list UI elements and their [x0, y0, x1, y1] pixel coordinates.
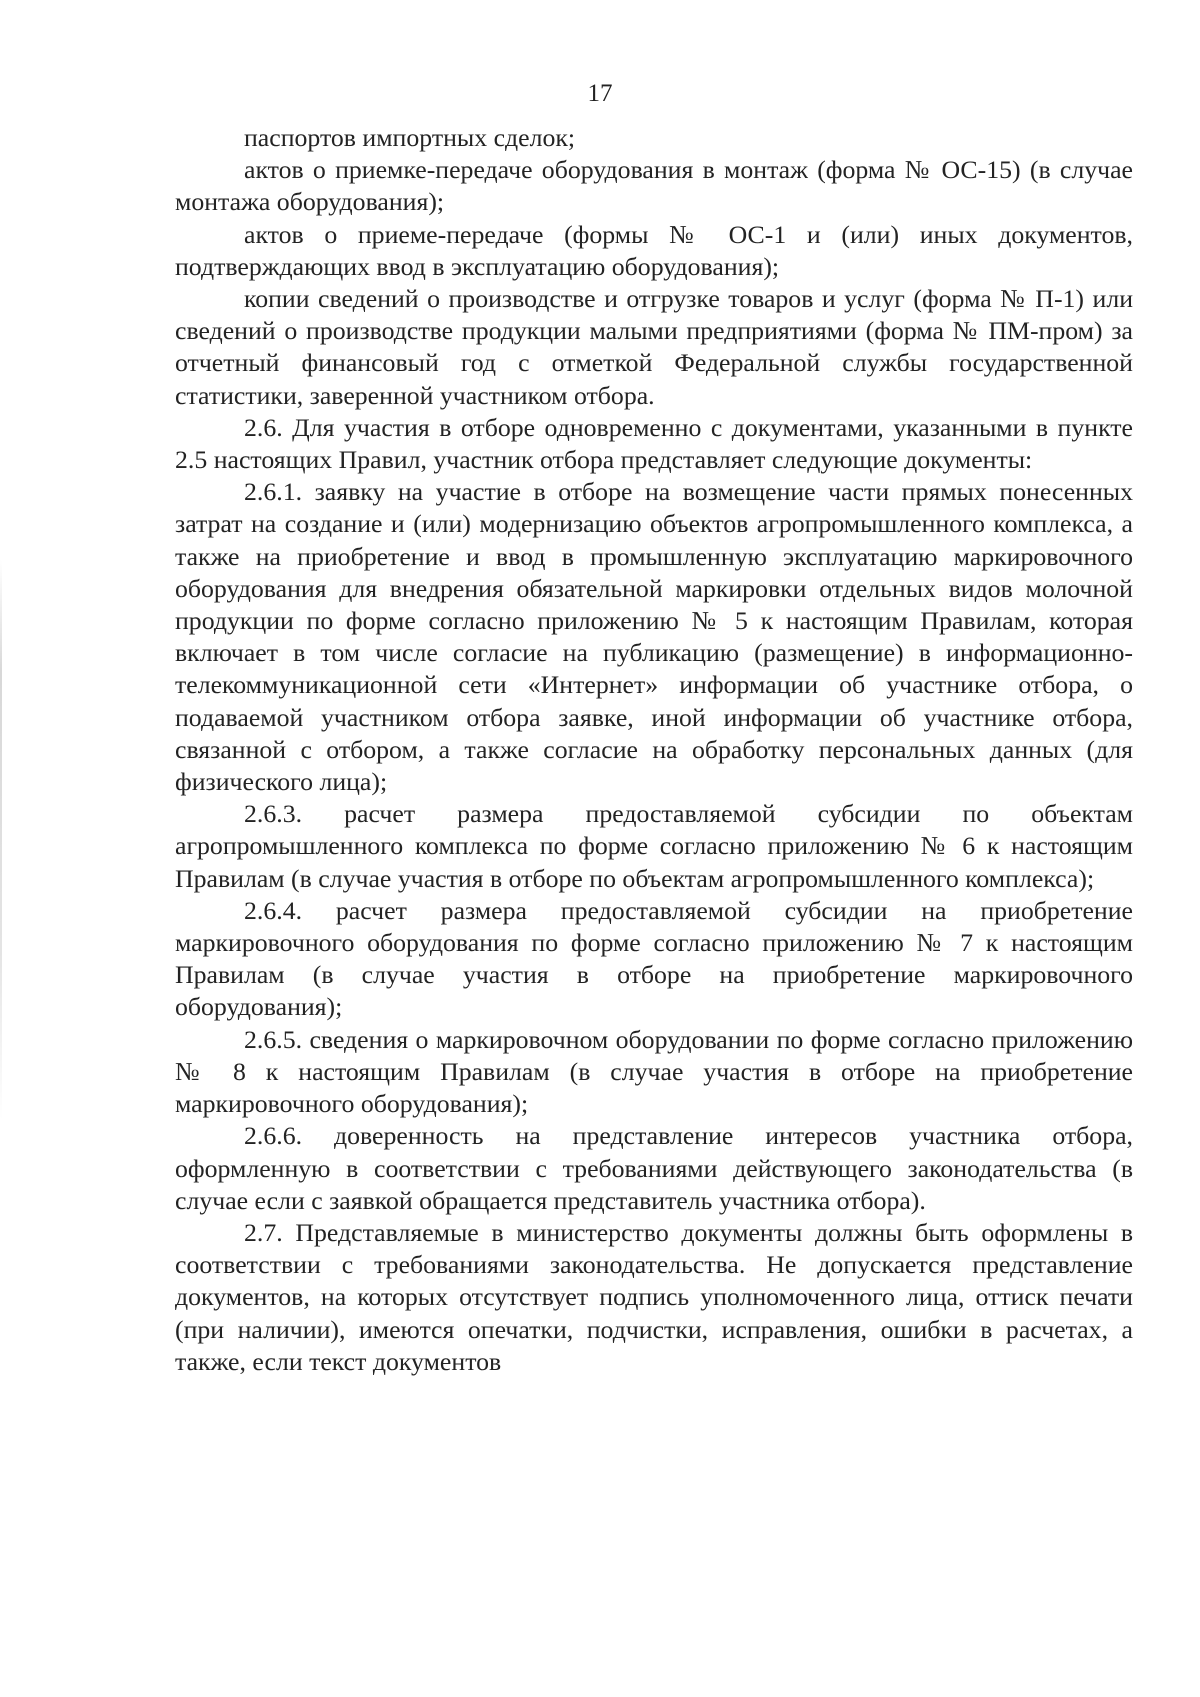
scan-edge-shadow [0, 560, 2, 1120]
document-body [175, 122, 1133, 1378]
paragraph-os1-acts: актов о приеме-передаче (формы № ОС-1 и (или) иных документов, подтверждающих ввод в эксплуатацию оборудования); [175, 219, 1133, 281]
paragraph-2-6-4: 2.6.4. расчет размера предоставляемой субсидии на приобретение маркировочного оборудования по форме согласно приложению № 7 к настоящим Правилам (в случае участия в отборе на приобретение маркировочного оборудования); [175, 895, 1133, 1022]
paragraph-2-7: 2.7. Представляемые в министерство документы должны быть оформлены в соответствии с требованиями законодательства. Не допускается представление документов, на которых отсутствует подпись уполномоченного лица, оттиск печати (при наличии), имеются опечатки, подчистки, исправления, ошибки в расчетах, а также, если текст документов [175, 1217, 1133, 1376]
paragraph-statistics-copies: копии сведений о производстве и отгрузке товаров и услуг (форма № П-1) или сведений о производстве продукции малыми предприятиями (форма № ПМ-пром) за отчетный финансовый год с отметкой Федеральной службы государственной статистики, заверенной участником отбора. [175, 284, 1133, 410]
paragraph-2-6-1: 2.6.1. заявку на участие в отборе на возмещение части прямых понесенных затрат на создание и (или) модернизацию объектов агропромышленного комплекса, а также на приобретение и ввод в промышленную эксплуатацию маркировочного оборудования для внедрения обязательной маркировки отдельных видов молочной продукции по форме согласно приложению № 5 к настоящим Правилам, которая включает в том числе согласие на публикацию (размещение) в информационно-телекоммуникационной сети «Интернет» информации об участнике отбора, о подаваемой участником отбора заявке, иной информации об участнике отбора, связанной с отбором, а также согласие на обработку персональных данных (для физического лица); [175, 477, 1133, 797]
paragraph-2-6-3: 2.6.3. расчет размера предоставляемой субсидии по объектам агропромышленного комплекса по форме согласно приложению № 6 к настоящим Правилам (в случае участия в отборе по объектам агропромышленного комплекса); [175, 799, 1133, 893]
paragraph-2-6-6: 2.6.6. доверенность на представление интересов участника отбора, оформленную в соответствии с требованиями действующего законодательства (в случае если с заявкой обращается представитель участника отбора). [175, 1121, 1133, 1215]
paragraph-2-6: 2.6. Для участия в отборе одновременно с документами, указанными в пункте 2.5 настоящих Правил, участник отбора представляет следующие документы: [175, 412, 1133, 475]
paragraph-2-6-5: 2.6.5. сведения о маркировочном оборудовании по форме согласно приложению № 8 к настоящим Правилам (в случае участия в отборе на приобретение маркировочного оборудования); [175, 1024, 1133, 1119]
paragraph-os15-acts: актов о приемке-передаче оборудования в монтаж (форма № ОС-15) (в случае монтажа оборудования); [175, 155, 1133, 217]
page-number: 17 [587, 80, 613, 107]
paragraph-import-passports: паспортов импортных сделок; [244, 123, 576, 152]
